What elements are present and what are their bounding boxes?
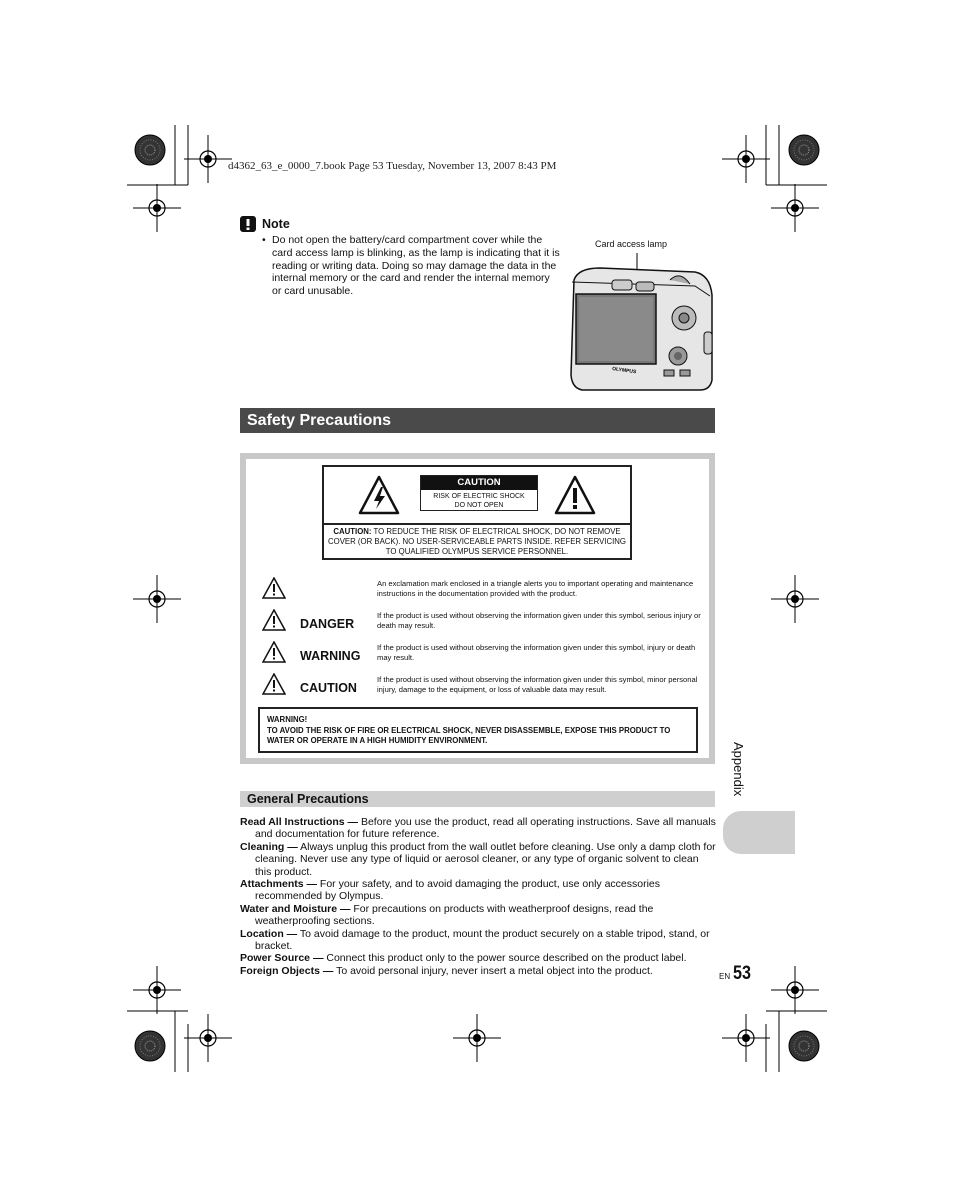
precaution-term: Power Source — — [240, 952, 324, 965]
exclamation-warning-icon — [554, 475, 596, 515]
precaution-item — [240, 928, 716, 953]
caution-text-body: TO REDUCE THE RISK OF ELECTRICAL SHOCK, DO NOT REMOVE COVER (OR BACK). NO USER-SERVICEABLE PARTS INSIDE. REFER SERVICING TO QUALIFIED OLYMPUS SERVICE PERSONNEL. — [328, 527, 626, 556]
precaution-text: For your safety, and to avoid damaging the product, use only accessories recommended by Olympus. — [255, 878, 661, 903]
page-number — [719, 963, 754, 985]
caution-panel-text — [328, 527, 626, 557]
symbol-desc-danger: If the product is used without observing the information given under this symbol, serious injury or death may result. — [377, 611, 701, 630]
symbol-row-danger — [262, 609, 702, 637]
camera-brand: OLYMPUS — [611, 366, 637, 376]
lightning-warning-icon — [358, 475, 400, 515]
exclamation-warning-icon — [262, 641, 286, 663]
page-lang: EN — [719, 972, 731, 981]
note-heading — [240, 216, 290, 232]
section-title: Safety Precautions — [240, 408, 715, 433]
symbol-row-warning — [262, 641, 702, 669]
symbol-desc-caution: If the product is used without observing the information given under this symbol, minor personal injury, damage to the equipment, or loss of valuable data may result. — [377, 675, 698, 694]
symbol-desc-warning: If the product is used without observing the information given under this symbol, injury or death may result. — [377, 643, 696, 662]
precaution-item — [240, 903, 716, 928]
figure-label: Card access lamp — [595, 239, 668, 249]
note-body — [262, 234, 562, 298]
symbol-row-exclamation — [262, 577, 702, 605]
note-icon — [240, 216, 256, 232]
caution-head — [420, 475, 538, 511]
panel-divider — [324, 523, 630, 525]
precaution-text: To avoid personal injury, never insert a metal object into the product. — [333, 964, 653, 977]
symbol-word-warning: WARNING — [300, 649, 361, 663]
subsection-title: General Precautions — [240, 791, 715, 807]
precaution-term: Read All Instructions — — [240, 816, 359, 828]
precaution-text: To avoid damage to the product, mount the product securely on a stable tripod, stand, or bracket. — [255, 927, 710, 953]
precaution-item — [240, 816, 716, 841]
precaution-text: For precautions on products with weatherproof designs, read the weatherproofing sections. — [255, 902, 654, 928]
chapter-tab — [723, 811, 795, 854]
symbol-row-caution — [262, 673, 702, 701]
precaution-term: Attachments — — [240, 878, 318, 891]
note-title: Note — [262, 217, 290, 231]
precaution-text: Before you use the product, read all operating instructions. Save all manuals and documentation for future reference. — [255, 816, 716, 841]
print-header: d4362_63_e_0000_7.book Page 53 Tuesday, November 13, 2007 8:43 PM — [228, 160, 557, 172]
bullet: • — [262, 234, 266, 246]
note-text: Do not open the battery/card compartment cover while the card access lamp is blinking, as the lamp is indicating that it is reading or writing data. Doing so may damage the data in the internal memory or the card and render the internal memory or card unusable. — [272, 234, 560, 298]
precaution-text: Always unplug this product from the wall outlet before cleaning. Use only a damp cloth for cleaning. Never use any type of liquid or aerosol cleaner, or any type of organic solvent to clean this product. — [255, 840, 716, 878]
precautions-list — [240, 816, 716, 977]
caution-text-bold: CAUTION: — [333, 527, 372, 536]
chapter-tab-text: Appendix — [731, 742, 746, 797]
safety-symbols-box — [240, 453, 715, 764]
exclamation-warning-icon — [262, 577, 286, 599]
symbol-word-danger: DANGER — [300, 617, 355, 631]
precaution-text: Connect this product only to the power source described on the product label. — [323, 952, 687, 965]
precaution-item — [240, 878, 716, 903]
caution-head-label: CAUTION — [421, 476, 537, 490]
precaution-item — [240, 841, 716, 878]
page-number-value: 53 — [733, 963, 752, 984]
precaution-item — [240, 952, 716, 964]
warning-box — [258, 707, 698, 753]
precaution-term: Foreign Objects — — [240, 964, 334, 977]
precaution-term: Cleaning — — [240, 840, 298, 853]
warning-box-title: WARNING! — [267, 715, 308, 724]
precaution-term: Location — — [240, 927, 298, 940]
caution-label-panel — [322, 465, 632, 560]
caution-sub-line1: RISK OF ELECTRIC SHOCK — [433, 493, 525, 500]
exclamation-warning-icon — [262, 673, 286, 695]
exclamation-warning-icon — [262, 609, 286, 631]
symbol-desc: An exclamation mark enclosed in a triangle alerts you to important operating and maintenance instructions in the documentation provided with the product. — [377, 579, 694, 598]
symbol-word-caution: CAUTION — [300, 681, 357, 695]
caution-sub-line2: DO NOT OPEN — [454, 502, 504, 509]
camera-illustration — [560, 250, 720, 395]
chapter-tab-label — [724, 742, 760, 802]
precaution-term: Water and Moisture — — [240, 902, 351, 915]
precaution-item — [240, 965, 716, 977]
warning-box-text: TO AVOID THE RISK OF FIRE OR ELECTRICAL SHOCK, NEVER DISASSEMBLE, EXPOSE THIS PRODUCT TO WATER OR OPERATE IN A HIGH HUMIDITY ENVIRONMENT. — [267, 725, 671, 745]
